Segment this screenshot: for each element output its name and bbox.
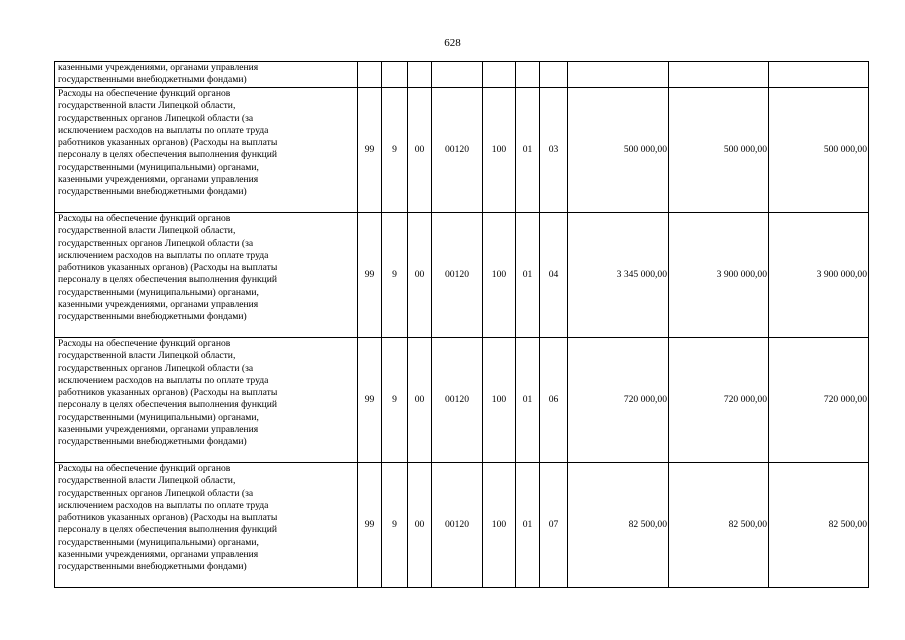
program-code: 99: [358, 463, 382, 588]
subprogram-code: 9: [382, 213, 408, 338]
amount-year-3: 720 000,00: [769, 338, 869, 463]
table-row-continuation: [55, 62, 869, 88]
expense-type-code: 100: [483, 338, 516, 463]
subprogram-code: 9: [382, 463, 408, 588]
program-code: 99: [358, 338, 382, 463]
row-description: Расходы на обеспечение функций органов государственной власти Липецкой области, государственных органов Липецкой области (за исключением расходов на выплаты по оплате труда работников указанных органов) (Расходы на выплаты персоналу в целях обеспечения выполнения функций государственными (муниципальными) органами, казенными учреждениями, органами управления государственными внебюджетными фондами): [55, 213, 358, 338]
amount-year-1: 500 000,00: [568, 88, 669, 213]
row-description: Расходы на обеспечение функций органов государственной власти Липецкой области, государственных органов Липецкой области (за исключением расходов на выплаты по оплате труда работников указанных органов) (Расходы на выплаты персоналу в целях обеспечения выполнения функций государственными (муниципальными) органами, казенными учреждениями, органами управления государственными внебюджетными фондами): [55, 88, 358, 213]
subsection-code: 04: [540, 213, 568, 338]
direction-code: 00120: [432, 213, 483, 338]
direction-code: 00120: [432, 463, 483, 588]
section-code: 01: [516, 213, 540, 338]
subprogram-code: 9: [382, 88, 408, 213]
amount-year-2: 720 000,00: [669, 338, 769, 463]
row-description: Расходы на обеспечение функций органов государственной власти Липецкой области, государственных органов Липецкой области (за исключением расходов на выплаты по оплате труда работников указанных органов) (Расходы на выплаты персоналу в целях обеспечения выполнения функций государственными (муниципальными) органами, казенными учреждениями, органами управления государственными внебюджетными фондами): [55, 338, 358, 463]
amount-year-2: 82 500,00: [669, 463, 769, 588]
budget-table: [54, 61, 869, 588]
subsection-code: 03: [540, 88, 568, 213]
program-code: 99: [358, 88, 382, 213]
amount-year-3: 82 500,00: [769, 463, 869, 588]
section-code: 01: [516, 88, 540, 213]
table-row: [55, 338, 869, 463]
direction-code: 00120: [432, 88, 483, 213]
amount-year-1: 82 500,00: [568, 463, 669, 588]
row-description: Расходы на обеспечение функций органов государственной власти Липецкой области, государственных органов Липецкой области (за исключением расходов на выплаты по оплате труда работников указанных органов) (Расходы на выплаты персоналу в целях обеспечения выполнения функций государственными (муниципальными) органами, казенными учреждениями, органами управления государственными внебюджетными фондами): [55, 463, 358, 588]
program-code: 99: [358, 213, 382, 338]
amount-year-3: 500 000,00: [769, 88, 869, 213]
amount-year-1: 3 345 000,00: [568, 213, 669, 338]
section-code: 01: [516, 463, 540, 588]
subsection-code: 06: [540, 338, 568, 463]
direction-code: 00120: [432, 338, 483, 463]
subprogram-code: 9: [382, 338, 408, 463]
table-row: [55, 463, 869, 588]
expense-type-code: 100: [483, 88, 516, 213]
row-description: казенными учреждениями, органами управления государственными внебюджетными фондами): [55, 62, 358, 88]
amount-year-3: 3 900 000,00: [769, 213, 869, 338]
main-event-code: 00: [408, 88, 432, 213]
expense-type-code: 100: [483, 463, 516, 588]
page-number: 628: [444, 37, 461, 49]
amount-year-2: 500 000,00: [669, 88, 769, 213]
main-event-code: 00: [408, 338, 432, 463]
table-row: [55, 88, 869, 213]
section-code: 01: [516, 338, 540, 463]
main-event-code: 00: [408, 463, 432, 588]
main-event-code: 00: [408, 213, 432, 338]
table-row: [55, 213, 869, 338]
expense-type-code: 100: [483, 213, 516, 338]
subsection-code: 07: [540, 463, 568, 588]
amount-year-1: 720 000,00: [568, 338, 669, 463]
amount-year-2: 3 900 000,00: [669, 213, 769, 338]
